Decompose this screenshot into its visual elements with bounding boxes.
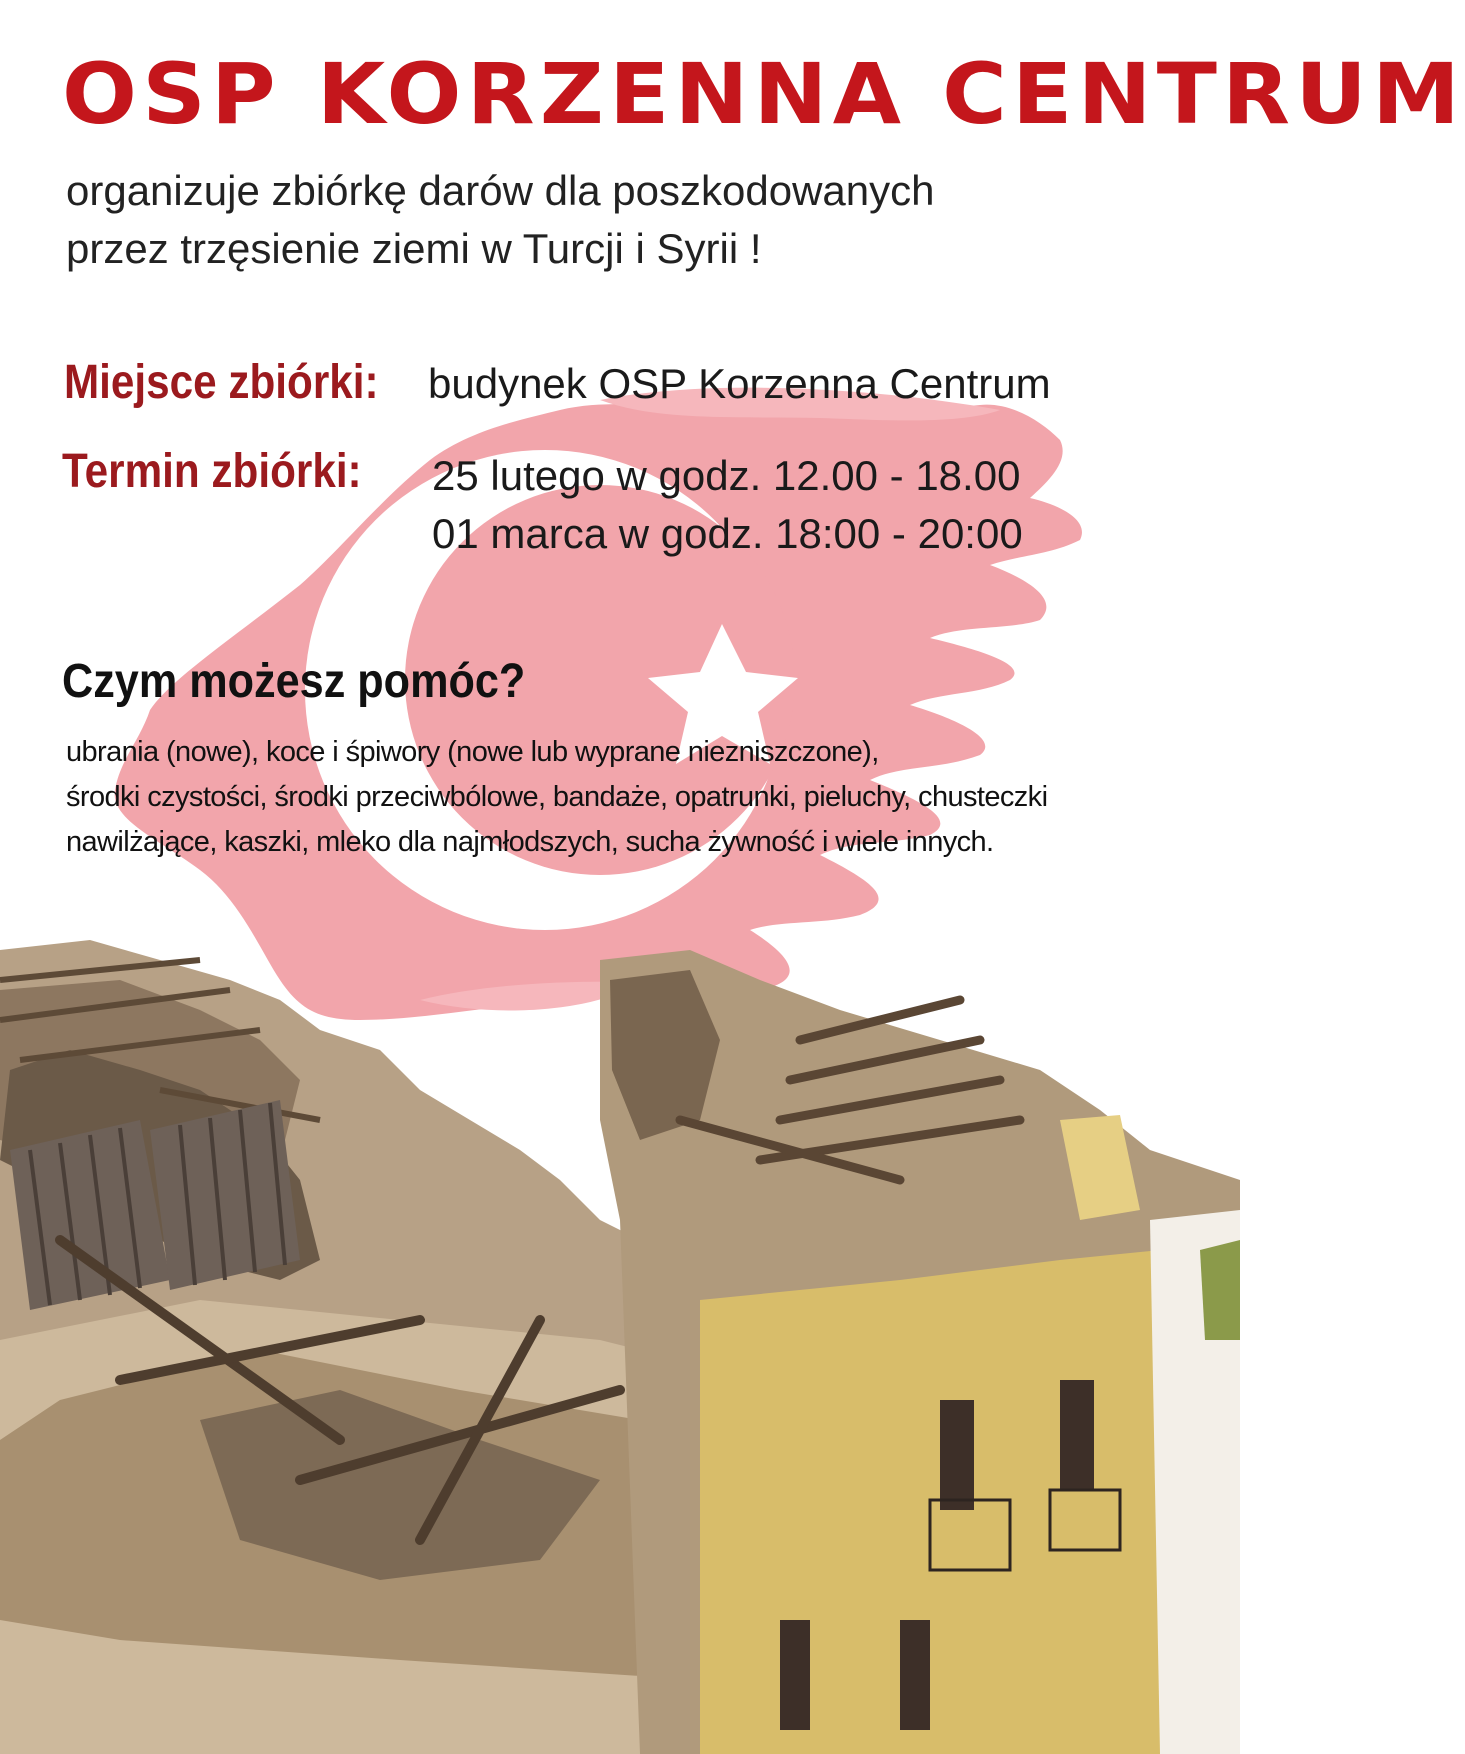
date-value: 01 marca w godz. 18:00 - 20:00 [432,510,1023,557]
help-list [66,730,1047,865]
help-line: nawilżające, kaszki, mleko dla najmłodszych, sucha żywność i wiele innych. [66,826,994,858]
subtitle-line: organizuje zbiórkę darów dla poszkodowanych [66,167,935,214]
place-label: Miejsce zbiórki: [64,356,379,409]
help-line: ubrania (nowe), koce i śpiwory (nowe lub wyprane niezniszczone), [66,736,879,768]
place-value: budynek OSP Korzenna Centrum [428,360,1051,407]
subtitle [66,162,1166,278]
poster-title: OSP KORZENNA CENTRUM [62,45,1465,143]
date-label: Termin zbiórki: [62,445,362,498]
subtitle-line: przez trzęsienie ziemi w Turcji i Syrii ! [66,225,762,272]
collapsed-buildings-image [0,920,1240,1754]
help-heading: Czym możesz pomóc? [62,655,526,708]
date-value: 25 lutego w godz. 12.00 - 18.00 [432,452,1021,499]
help-line: środki czystości, środki przeciwbólowe, bandaże, opatrunki, pieluchy, chusteczki [66,781,1048,813]
